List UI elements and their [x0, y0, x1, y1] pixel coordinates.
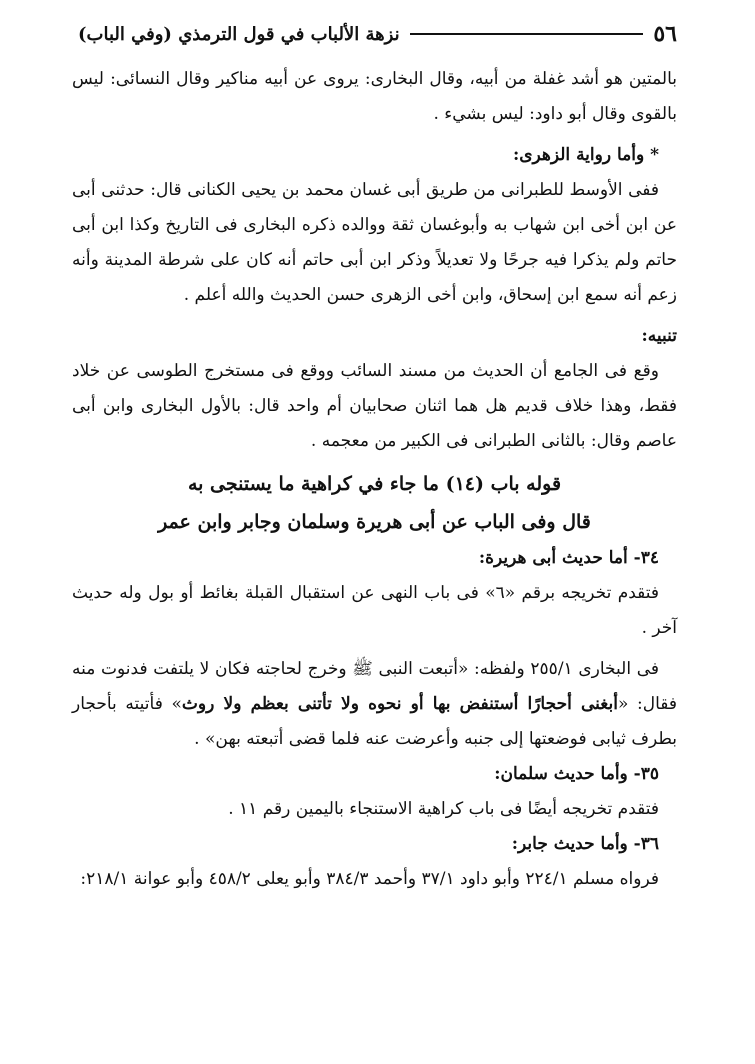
paragraph [72, 652, 677, 757]
running-title: نزهة الألباب في قول الترمذي (وفي الباب) [78, 23, 400, 45]
page-header [78, 20, 677, 48]
paragraph: فتقدم تخريجه برقم «٦» فى باب النهى عن استقبال القبلة بغائط أو بول وله حديث آخر . [72, 583, 677, 638]
quoted-hadith: أبغنى أحجارًا أستنفض بها أو نحوه ولا تأتنى بعظم ولا روث [181, 694, 618, 714]
paragraph: فتقدم تخريجه أيضًا فى باب كراهية الاستنجاء باليمين رقم ١١ . [228, 799, 659, 819]
text-run: فى البخارى ٢٥٥/١ ولفظه: «أتبعت النبى ﷺ وخرج لحاجته فكان لا يلتفت فدنوت منه فقال: « [72, 659, 677, 714]
chapter-title: قوله باب (١٤) ما جاء في كراهية ما يستنجى به [187, 473, 562, 495]
section-heading: * وأما رواية الزهرى: [512, 145, 659, 165]
header-rule [410, 33, 644, 35]
page-body [72, 62, 677, 897]
paragraph: وقع فى الجامع أن الحديث من مسند السائب ووقع فى مستخرج الطوسى عن خلاد فقط، وهذا خلاف قديم هل هما اثنان صحابيان أم واحد قال: بالأول البخارى وابن أبى عاصم وقال: بالثانى الطبرانى فى الكبير من معجمه . [72, 361, 677, 451]
paragraph: فرواه مسلم ٢٢٤/١ وأبو داود ٣٧/١ وأحمد ٣٨٤/٣ وأبو يعلى ٤٥٨/٢ وأبو عوانة ٢١٨/١: [80, 869, 659, 889]
page-number: ٥٦ [653, 21, 677, 47]
chapter-subtitle: قال وفى الباب عن أبى هريرة وسلمان وجابر وابن عمر [158, 511, 591, 533]
paragraph: ففى الأوسط للطبرانى من طريق أبى غسان محمد بن يحيى الكنانى قال: حدثنى أبى عن ابن أخى ابن شهاب به وأبوغسان ثقة ووالده ذكره البخارى فى التاريخ وكذا ابن أبى حاتم ولم يذكرا فيه جرحًا ولا تعديلاً وذكر ابن أبى حاتم أنه كان على شرطة المدينة وأنه زعم أنه سمع ابن إسحاق، وابن أخى الزهرى حسن الحديث والله أعلم . [72, 180, 677, 305]
note-heading: تنبيه: [641, 326, 677, 346]
text-run: » فأتيته بأحجار بطرف ثيابى فوضعتها إلى جنبه وأعرضت عنه فلما قضى أتبعته بهن» . [72, 694, 677, 749]
hadith-heading: ٣٦- وأما حديث جابر: [511, 834, 659, 854]
hadith-heading: ٣٤- أما حديث أبى هريرة: [478, 548, 659, 568]
hadith-heading: ٣٥- وأما حديث سلمان: [494, 764, 659, 784]
paragraph: بالمتين هو أشد غفلة من أبيه، وقال البخارى: يروى عن أبيه مناكير وقال النسائى: ليس بالقوى وقال أبو داود: ليس بشيء . [72, 69, 677, 124]
